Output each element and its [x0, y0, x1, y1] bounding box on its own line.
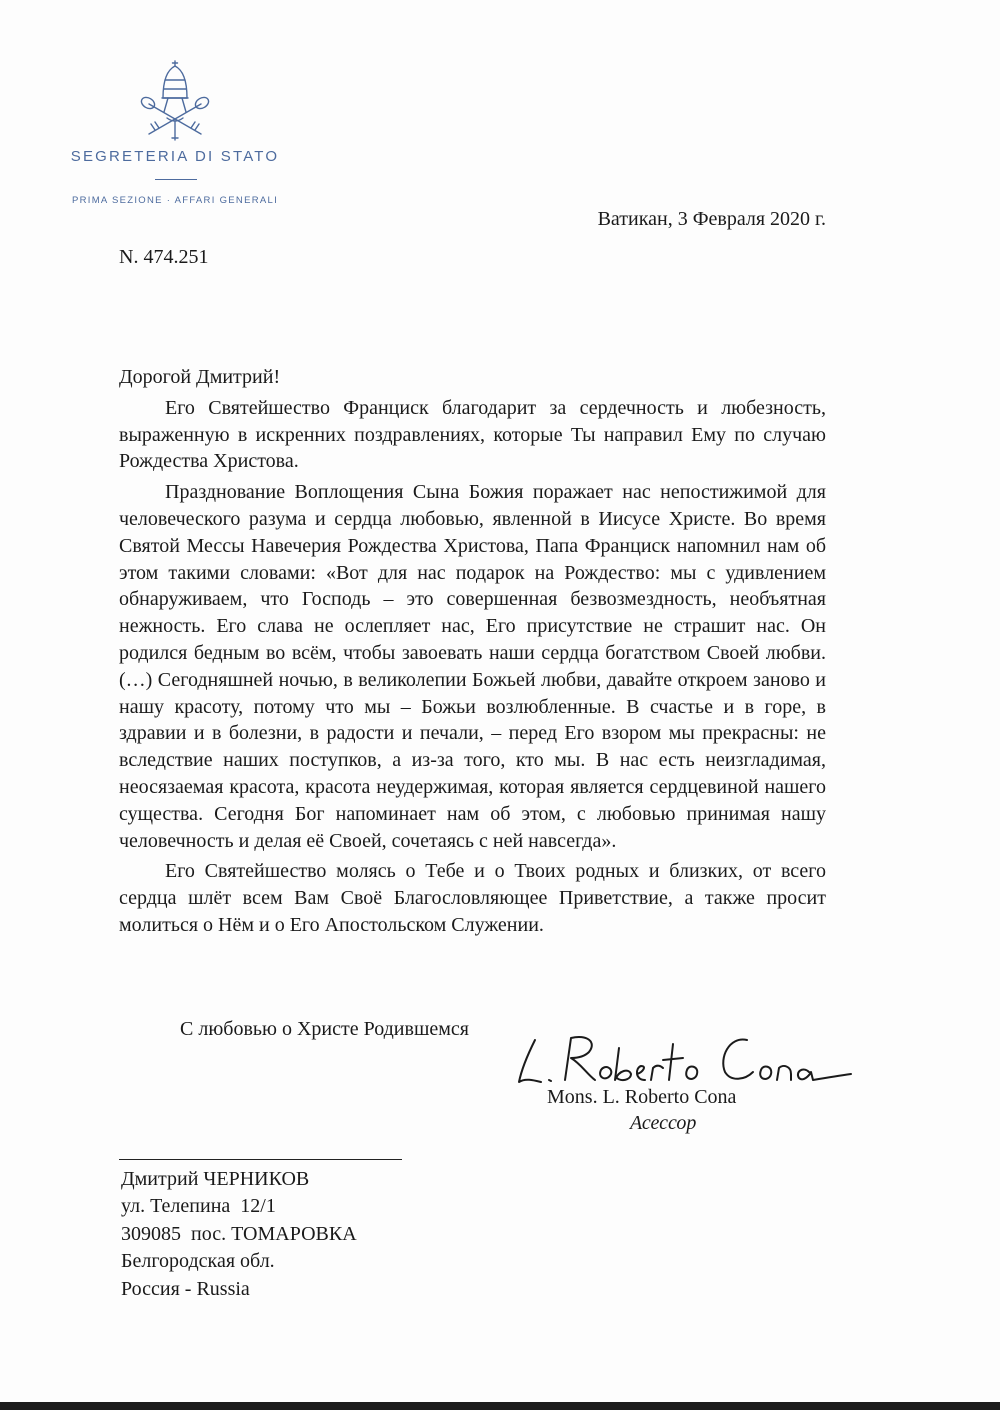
address-divider — [119, 1159, 402, 1160]
papal-coat-of-arms-icon — [133, 58, 217, 142]
salutation: Дорогой Дмитрий! — [119, 366, 281, 388]
recipient-region: Белгородская обл. — [121, 1250, 275, 1273]
recipient-name: Дмитрий ЧЕРНИКОВ — [121, 1168, 310, 1190]
paragraph-blessing: Его Святейшество молясь о Тебе и о Твоих родных и близких, от всего сердца шлёт всем Вам Своё Благословляющее Приветствие, а также просит молиться о Нём и о Его Апостольском Служении. — [119, 860, 826, 936]
signer-name: Mons. L. Roberto Cona — [547, 1086, 737, 1108]
recipient-city: 309085 пос. ТОМАРОВКА — [121, 1222, 357, 1245]
recipient-country: Россия - Russia — [121, 1277, 250, 1300]
letter-body — [119, 364, 826, 939]
signer-title: Асессор — [630, 1112, 697, 1134]
paragraph-quote: Празднование Воплощения Сына Божия поражает нас непостижимой для человеческого разума и сердца любовью, явленной в Иисусе Христе. Во время Святой Мессы Навечерия Рождества Христова, Папа Франциск напомнил нам об этом такими словами: «Вот для нас подарок на Рождество: мы с удивлением обнаруживаем, что Господь – это совершенная безвозмездность, необъятная нежность. Его слава не ослепляет нас, Его присутствие не страшит нас. Он родился бедным во всём, чтобы завоевать наши сердца богатством Своей любви. (…) Сегодняшней ночью, в великолепии Божьей любви, давайте откроем заново и нашу красоту, потому что мы – Божьи возлюбленные. В счастье и в горе, в здравии и в болезни, в радости и печали, – перед Его взором мы прекрасны: не вследствие наших поступков, а из-за того, кто мы. В нас есть неизгладимая, неосязаемая красота, красота неудержимая, которая является сердцевиной нашего существа. Сегодня Бог напоминает нам об этом, с любовью принимая нашу человечность и делая её Своей, сочетаясь с ней навсегда». — [119, 481, 826, 852]
scan-bottom-edge — [0, 1402, 1000, 1410]
closing-line: С любовью о Христе Родившемся — [180, 1018, 469, 1040]
letterhead-section: PRIMA SEZIONE · AFFARI GENERALI — [71, 195, 279, 206]
letterhead-divider — [155, 179, 197, 180]
recipient-address — [121, 1166, 357, 1303]
letterhead-office: SEGRETERIA DI STATO — [70, 148, 280, 165]
paragraph-thanks: Его Святейшество Франциск благодарит за сердечность и любезность, выраженную в искренних поздравлениях, которые Ты направил Ему по случаю Рождества Христова. — [119, 396, 826, 473]
handwritten-signature — [513, 1030, 853, 1092]
letter-date: Ватикан, 3 Февраля 2020 г. — [597, 208, 826, 230]
reference-number: N. 474.251 — [119, 246, 209, 268]
recipient-street: ул. Телепина 12/1 — [121, 1195, 276, 1218]
